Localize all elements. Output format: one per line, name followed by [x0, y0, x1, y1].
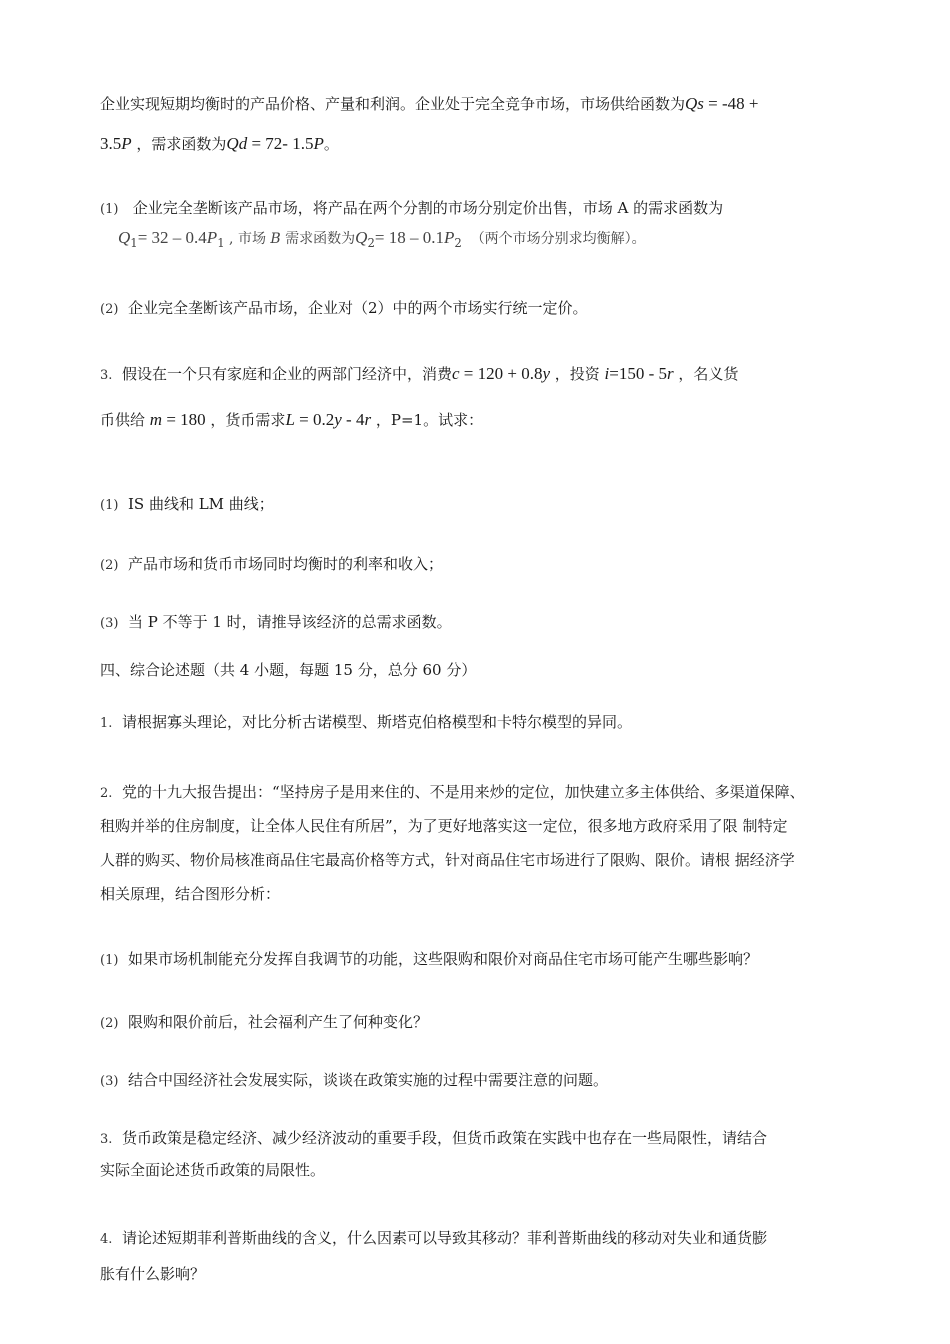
item-number: (3) — [100, 616, 119, 631]
period: 。 — [323, 135, 339, 153]
sub-question-2 — [100, 298, 860, 320]
item-number: (1) — [100, 953, 119, 968]
question-3-line-1 — [100, 364, 860, 386]
l-rhs: = 0.2 — [294, 410, 335, 429]
item-number: (1) — [100, 202, 119, 217]
m-rhs: = 180 — [162, 410, 206, 429]
intro-line-1 — [100, 94, 860, 114]
qb-subscript: 2 — [367, 235, 375, 250]
p-symbol: P — [121, 134, 132, 153]
item-text: 结合中国经济社会发展实际，谈谈在政策实施的过程中需要注意的问题。 — [127, 1071, 608, 1089]
essay-3-line-1 — [100, 1128, 860, 1150]
essay-3-line-2 — [100, 1160, 860, 1180]
item-text: 请论述短期菲利普斯曲线的含义，什么因素可以导致其移动？菲利普斯曲线的移动对失业和通货膨 — [121, 1229, 767, 1247]
demand-label: ，需求函数为 — [131, 135, 227, 153]
item-number: 3. — [100, 1132, 113, 1147]
qa-subscript: 1 — [130, 235, 138, 250]
question-3-line-2 — [100, 410, 860, 430]
l-symbol: L — [285, 410, 295, 429]
market-b-label: , 市场 — [224, 231, 271, 247]
market-b-demand-label: 需求函数为 — [280, 231, 356, 247]
r-symbol: r — [364, 410, 372, 429]
nominal-label: ，名义货 — [673, 365, 739, 383]
qa-p-subscript: 1 — [217, 235, 225, 250]
p-symbol: P — [313, 134, 324, 153]
q3-sub-1 — [100, 494, 860, 516]
c-rhs: = 120 + 0.8 — [459, 364, 543, 383]
item-text: 企业完全垄断该产品市场，将产品在两个分割的市场分别定价出售，市场 A 的需求函数为 — [132, 199, 724, 217]
qa-p: P — [206, 228, 218, 247]
r-symbol: r — [667, 364, 674, 383]
qa-symbol: Q — [118, 228, 131, 247]
section-title: 四、综合论述题（共 4 小题，每题 15 分，总分 60 分） — [100, 661, 477, 679]
item-text: 请根据寡头理论，对比分析古诺模型、斯塔克伯格模型和卡特尔模型的异同。 — [121, 713, 632, 731]
essay-4-line-1 — [100, 1228, 860, 1250]
c-symbol: c — [451, 364, 460, 383]
q3-sub-3 — [100, 612, 860, 634]
essay-2-line-2 — [100, 816, 860, 836]
intro-line-2 — [100, 134, 860, 154]
item-number: (3) — [100, 1074, 119, 1089]
market-b: B — [270, 231, 281, 247]
essay-1 — [100, 712, 860, 734]
money-demand-label: ，货币需求 — [205, 411, 286, 429]
essay-2-line-1 — [100, 782, 860, 804]
qb-p: P — [443, 228, 455, 247]
essay-2-sub-1 — [100, 949, 860, 971]
item-text: 如果市场机制能充分发挥自我调节的功能，这些限购和限价对商品住宅市场可能产生哪些影响？ — [127, 950, 758, 968]
qd-symbol: Qd — [226, 134, 248, 153]
item-number: 4. — [100, 1232, 113, 1247]
item-text: 相关原理，结合图形分析： — [100, 885, 281, 903]
essay-2-line-4 — [100, 884, 860, 904]
qb-rhs: = 18 – 0.1 — [374, 228, 444, 247]
l-rhs2: - 4 — [341, 410, 365, 429]
item-text: 产品市场和货币市场同时均衡时的利率和收入； — [127, 555, 443, 573]
item-text: 租购并举的住房制度，让全体人民住有所居”，为了更好地落实这一定位，很多地方政府采用了限 制特定 — [100, 817, 788, 835]
item-number: (2) — [100, 302, 119, 317]
item-text: 党的十九大报告提出：“坚持房子是用来住的、不是用来炒的定位，加快建立多主体供给、多渠道保障、 — [121, 783, 805, 801]
q3-text: 假设在一个只有家庭和企业的两部门经济中，消费 — [121, 365, 452, 383]
qd-rhs: = 72- 1.5 — [247, 134, 314, 153]
item-number: 2. — [100, 786, 113, 801]
essay-2-sub-2 — [100, 1012, 860, 1034]
m-symbol: m — [149, 410, 163, 429]
intro-text: 企业实现短期均衡时的产品价格、产量和利润。企业处于完全竞争市场，市场供给函数为 — [100, 95, 686, 113]
essay-2-sub-3 — [100, 1070, 860, 1092]
item-text: IS 曲线和 LM 曲线； — [127, 495, 274, 513]
item-number: 1. — [100, 716, 113, 731]
item-number: 3. — [100, 368, 113, 383]
item-number: (2) — [100, 1016, 119, 1031]
qb-p-subscript: 2 — [454, 235, 462, 250]
qa-rhs: = 32 – 0.4 — [137, 228, 207, 247]
item-text: 实际全面论述货币政策的局限性。 — [100, 1161, 326, 1179]
qs-rhs: = -48 + — [703, 94, 759, 113]
formula-tail: （两个市场分别求均衡解）。 — [470, 231, 646, 247]
item-text: 当 P 不等于 1 时，请推导该经济的总需求函数。 — [127, 613, 452, 631]
invest-label: ，投资 — [550, 365, 605, 383]
qb-symbol: Q — [355, 228, 368, 247]
y-symbol: y — [542, 364, 550, 383]
money-supply-label: 币供给 — [100, 411, 150, 429]
i-rhs: =150 - 5 — [609, 364, 668, 383]
essay-2-line-3 — [100, 850, 860, 870]
item-text: 胀有什么影响？ — [100, 1265, 206, 1283]
q3-sub-2 — [100, 554, 860, 576]
sub-question-1-formula — [118, 228, 878, 253]
item-text: 企业完全垄断该产品市场，企业对（2）中的两个市场实行统一定价。 — [127, 299, 588, 317]
i-symbol: i — [604, 364, 610, 383]
item-number: (2) — [100, 558, 119, 573]
qs-symbol: Qs — [685, 94, 704, 113]
item-text: 人群的购买、物价局核准商品住宅最高价格等方式，针对商品住宅市场进行了限购、限价。请根 据经济学 — [100, 851, 795, 869]
qs-rhs2: 3.5 — [100, 134, 122, 153]
essay-4-line-2 — [100, 1264, 860, 1284]
item-text: 货币政策是稳定经济、减少经济波动的重要手段，但货币政策在实践中也存在一些局限性，请结合 — [121, 1129, 767, 1147]
q3-tail: ，P=1。试求： — [371, 411, 484, 429]
y-symbol: y — [334, 410, 342, 429]
sub-question-1 — [100, 198, 860, 220]
item-number: (1) — [100, 498, 119, 513]
section-4-title — [100, 660, 860, 680]
item-text: 限购和限价前后，社会福利产生了何种变化？ — [127, 1013, 428, 1031]
